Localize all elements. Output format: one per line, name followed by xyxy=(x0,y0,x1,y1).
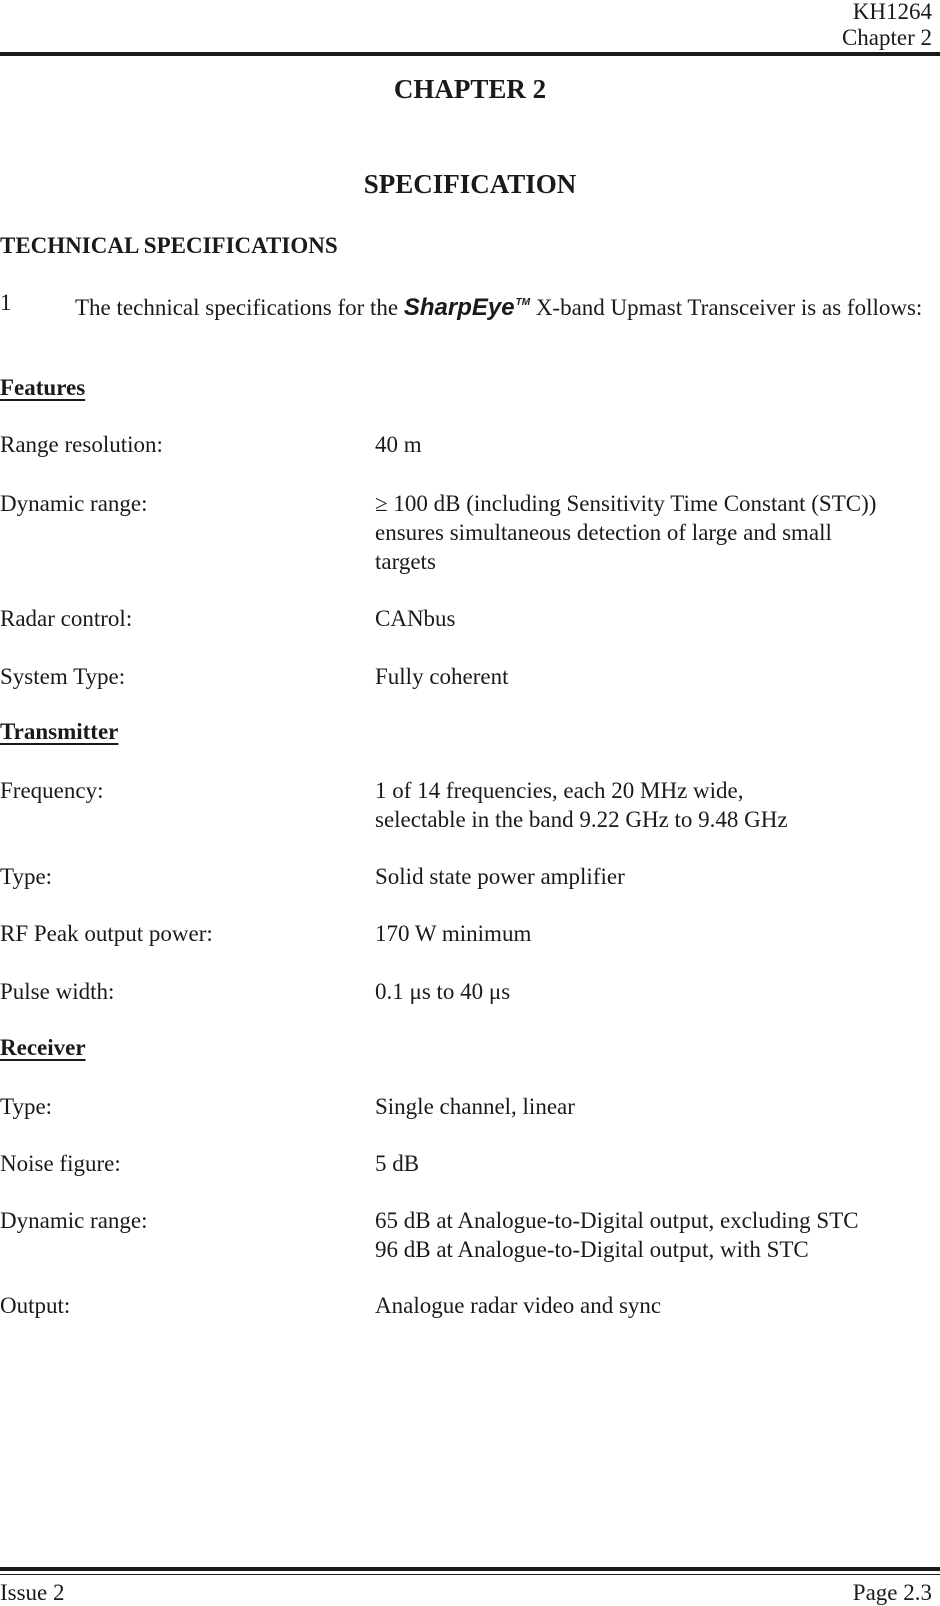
chapter-title: CHAPTER 2 xyxy=(393,74,547,104)
spec-label-radar-control: Radar control: xyxy=(0,606,133,631)
spec-value-receiver-type: Single channel, linear xyxy=(375,1094,575,1119)
header-chapter: Chapter 2 xyxy=(841,25,932,50)
intro-text-before: The technical specifications for the xyxy=(75,295,404,320)
spec-value-radar-control: CANbus xyxy=(375,606,456,631)
spec-value-rf-peak-power: 170 W minimum xyxy=(375,921,532,946)
intro-paragraph xyxy=(75,288,940,322)
spec-label-receiver-type: Type: xyxy=(0,1094,53,1119)
header-rule xyxy=(0,52,940,56)
footer-page-number: Page 2.3 xyxy=(852,1580,932,1605)
paragraph-number: 1 xyxy=(0,290,12,315)
spec-value-dynamic-range: ≥ 100 dB (including Sensitivity Time Constant (STC)) ensures simultaneous detection of large and small targets xyxy=(375,491,877,574)
footer-rule-thick xyxy=(0,1567,940,1571)
footer-rule-thin xyxy=(0,1574,940,1575)
spec-value-pulse-width: 0.1 μs to 40 μs xyxy=(375,979,511,1004)
spec-label-output: Output: xyxy=(0,1293,71,1318)
trademark-mark: TM xyxy=(515,297,531,308)
spec-label-frequency: Frequency: xyxy=(0,778,104,803)
footer-issue: Issue 2 xyxy=(0,1580,65,1605)
spec-label-receiver-dynamic-range: Dynamic range: xyxy=(0,1208,148,1233)
spec-value-frequency: 1 of 14 frequencies, each 20 MHz wide, selectable in the band 9.22 GHz to 9.48 GHz xyxy=(375,778,788,832)
spec-label-range-resolution: Range resolution: xyxy=(0,432,163,457)
page-title: SPECIFICATION xyxy=(363,169,577,199)
document-number: KH1264 xyxy=(852,0,932,24)
spec-label-transmitter-type: Type: xyxy=(0,864,53,889)
spec-value-range-resolution: 40 m xyxy=(375,432,422,457)
spec-value-system-type: Fully coherent xyxy=(375,664,509,689)
transmitter-heading: Transmitter xyxy=(0,719,119,744)
section-title: TECHNICAL SPECIFICATIONS xyxy=(0,233,338,258)
receiver-heading: Receiver xyxy=(0,1035,86,1060)
spec-value-receiver-dynamic-range: 65 dB at Analogue-to-Digital output, excluding STC 96 dB at Analogue-to-Digital output, with STC xyxy=(375,1208,859,1262)
spec-label-rf-peak-power: RF Peak output power: xyxy=(0,921,213,946)
spec-value-output: Analogue radar video and sync xyxy=(375,1293,662,1318)
spec-label-dynamic-range: Dynamic range: xyxy=(0,491,148,516)
spec-label-noise-figure: Noise figure: xyxy=(0,1151,121,1176)
spec-label-system-type: System Type: xyxy=(0,664,126,689)
features-heading: Features xyxy=(0,375,86,400)
spec-label-pulse-width: Pulse width: xyxy=(0,979,115,1004)
intro-text-after: X-band Upmast Transceiver is as follows: xyxy=(530,295,923,320)
brand-name: SharpEye xyxy=(403,294,515,321)
spec-value-transmitter-type: Solid state power amplifier xyxy=(375,864,625,889)
spec-value-noise-figure: 5 dB xyxy=(375,1151,420,1176)
